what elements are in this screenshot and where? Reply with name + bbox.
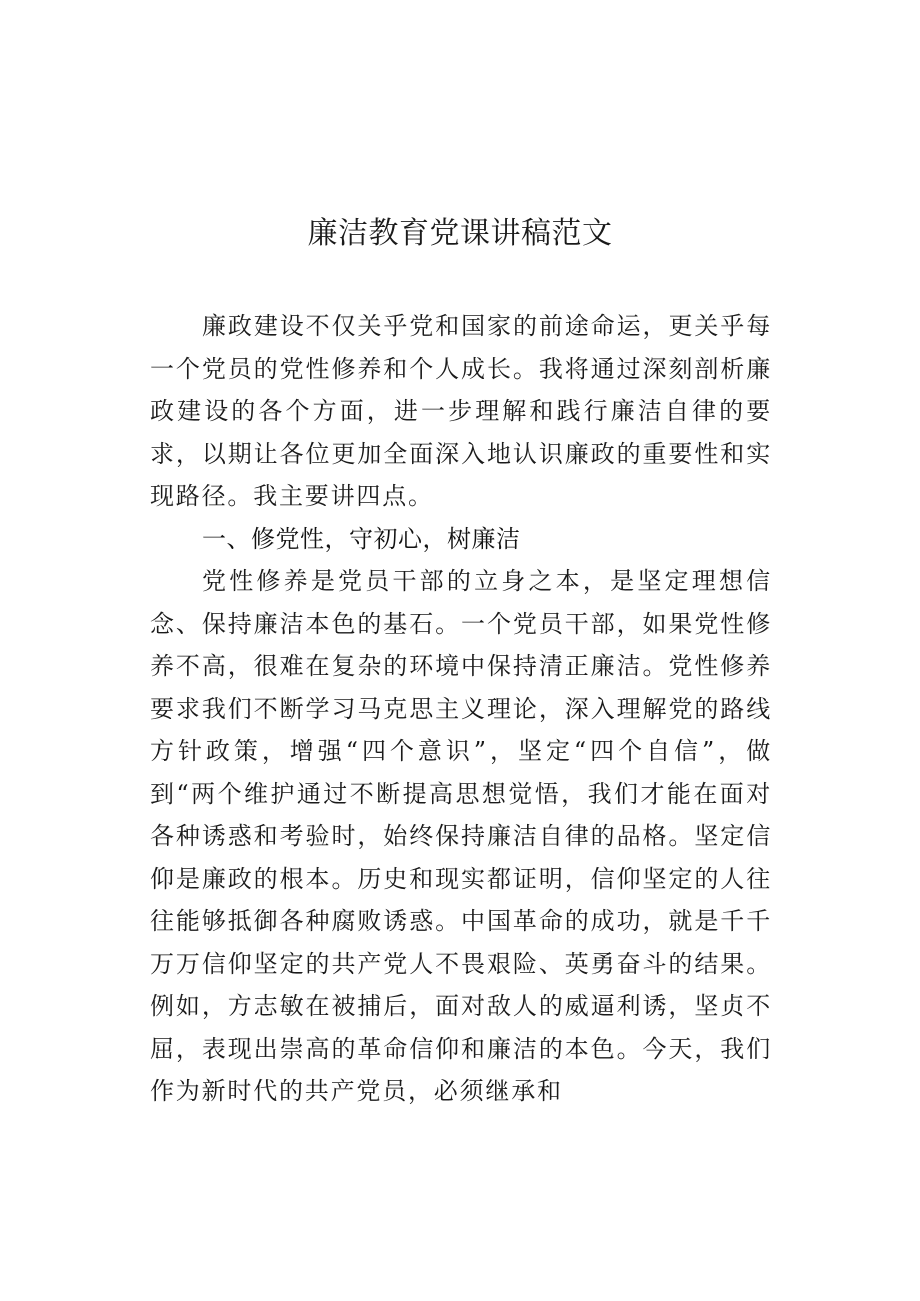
document-body	[150, 305, 772, 1113]
section-heading: 一、修党性，守初心，树廉洁	[202, 524, 521, 553]
intro-paragraph: 廉政建设不仅关乎党和国家的前途命运，更关乎每一个党员的党性修养和个人成长。我将通过深刻剖析廉政建设的各个方面，进一步理解和践行廉洁自律的要求，以期让各位更加全面深入地认识廉政的重要性和实现路径。我主要讲四点。	[150, 312, 772, 510]
document-title: 廉洁教育党课讲稿范文	[307, 216, 613, 251]
section-paragraph: 党性修养是党员干部的立身之本，是坚定理想信念、保持廉洁本色的基石。一个党员干部，如果党性修养不高，很难在复杂的环境中保持清正廉洁。党性修养要求我们不断学习马克思主义理论，深入理解党的路线方针政策，增强“四个意识”，坚定“四个自信”，做到“两个维护通过不断提高思想觉悟，我们才能在面对各种诱惑和考验时，始终保持廉洁自律的品格。坚定信仰是廉政的根本。历史和现实都证明，信仰坚定的人往往能够抵御各种腐败诱惑。中国革命的成功，就是千千万万信仰坚定的共产党人不畏艰险、英勇奋斗的结果。例如，方志敏在被捕后，面对敌人的威逼利诱，坚贞不屈，表现出崇高的革命信仰和廉洁的本色。今天，我们作为新时代的共产党员，必须继承和	[150, 567, 772, 1105]
